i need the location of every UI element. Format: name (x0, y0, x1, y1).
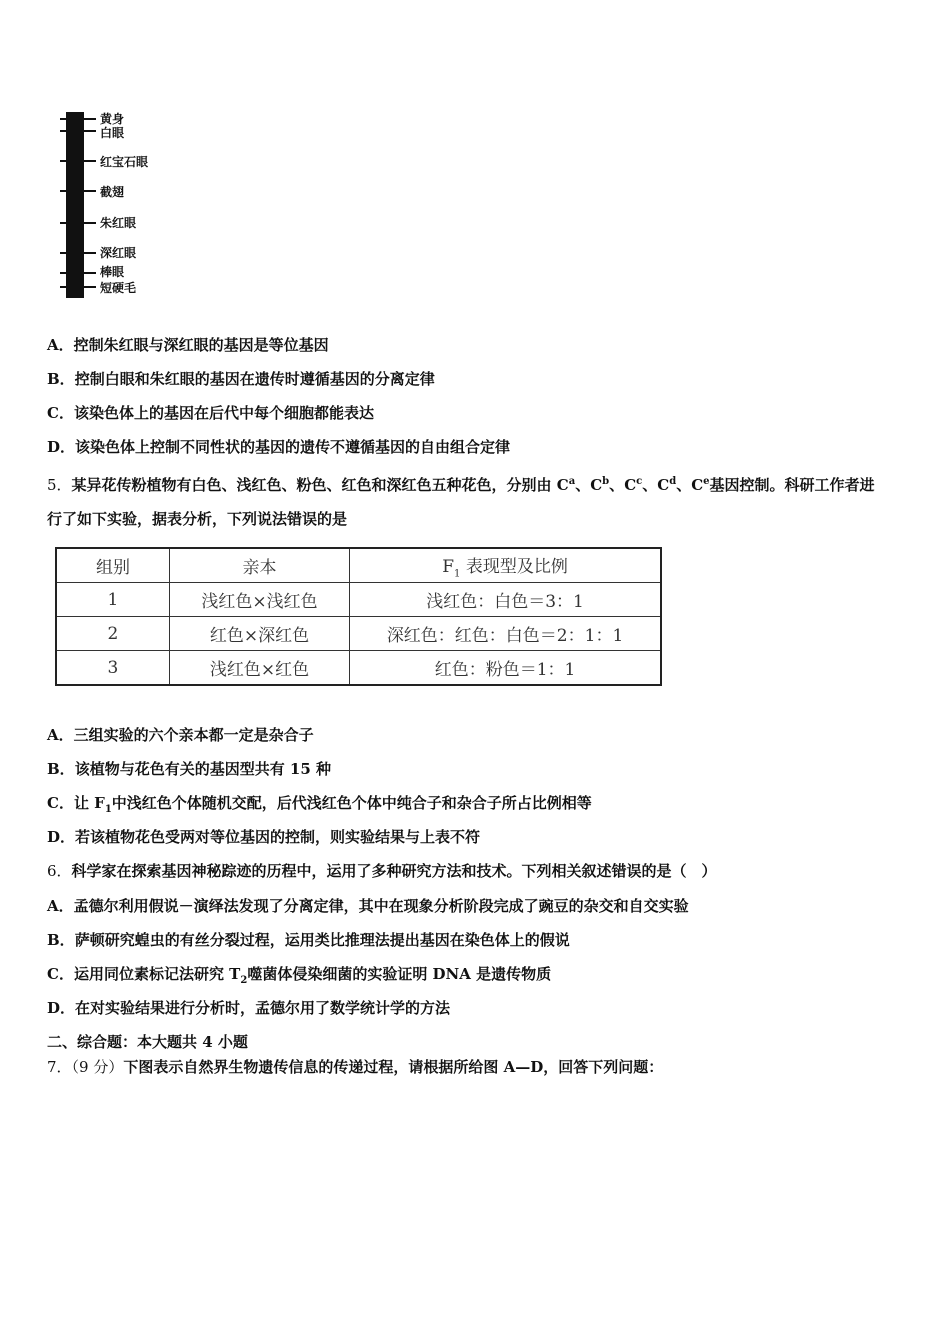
cell-group: 3 (56, 651, 169, 686)
q4-option-b: B．控制白眼和朱红眼的基因在遗传时遵循基因的分离定律 (47, 370, 435, 388)
gene-label: 红宝石眼 (100, 155, 149, 169)
q6-option-c: C．运用同位素标记法研究 $T_2$噬菌体侵染细菌的实验证明 DNA 是遗传物质 (47, 965, 552, 986)
section-heading: 二、综合题：本大题共 4 小题 (47, 1033, 248, 1051)
cell-parents: 红色×深红色 (169, 617, 349, 651)
q4-option-c: C．该染色体上的基因在后代中每个细胞都能表达 (47, 404, 374, 422)
cell-ratio: 深红色：红色：白色＝2：1：1 (350, 617, 661, 651)
gene-tick (60, 130, 96, 132)
header-parents: 亲本 (169, 548, 349, 583)
gene-tick (60, 286, 96, 288)
gene-label: 截翅 (100, 185, 125, 199)
gene-tick (60, 160, 96, 162)
gene-label: 黄身 (100, 112, 125, 126)
cell-group: 2 (56, 617, 169, 651)
q7-stem: 7．（9 分）下图表示自然界生物遗传信息的传递过程，请根据所给图 A—D，回答下列问题： (47, 1058, 664, 1076)
gene-label: 深红眼 (100, 246, 137, 260)
cell-group: 1 (56, 583, 169, 617)
table-row (56, 617, 661, 651)
q6-option-b: B．萨顿研究蝗虫的有丝分裂过程，运用类比推理法提出基因在染色体上的假说 (47, 931, 570, 949)
q6-option-d: D．在对实验结果进行分析时，孟德尔用了数学统计学的方法 (47, 999, 451, 1017)
gene-label: 白眼 (100, 126, 125, 140)
cell-ratio: 浅红色：白色＝3：1 (350, 583, 661, 617)
gene-tick (60, 190, 96, 192)
cell-ratio: 红色：粉色＝1：1 (350, 651, 661, 686)
q6-stem: 6．科学家在探索基因神秘踪迹的历程中，运用了多种研究方法和技术。下列相关叙述错误的是（ ） (47, 862, 717, 880)
gene-label: 短硬毛 (100, 281, 137, 295)
table-row (56, 651, 661, 686)
header-f1: $F_1$ 表现型及比例 (350, 548, 661, 583)
cell-parents: 浅红色×浅红色 (169, 583, 349, 617)
q5-option-b: B．该植物与花色有关的基因型共有 15 种 (47, 760, 332, 778)
q5-stem-line2: 行了如下实验，据表分析，下列说法错误的是 (47, 510, 348, 528)
header-group: 组别 (56, 548, 169, 583)
cell-parents: 浅红色×红色 (169, 651, 349, 686)
q6-option-a: A．孟德尔利用假说－演绎法发现了分离定律，其中在现象分析阶段完成了豌豆的杂交和自交实验 (47, 897, 689, 915)
q5-option-c: C．让 $F_1$中浅红色个体随机交配，后代浅红色个体中纯合子和杂合子所占比例相等 (47, 794, 592, 815)
gene-tick (60, 272, 96, 274)
chromosome-bar (66, 112, 84, 298)
q5-stem-line1: 5．某异花传粉植物有白色、浅红色、粉色、红色和深红色五种花色，分别由 $C^a$、$C^b$、$C^c$、$C^d$、Ce基因控制。科研工作者进 (47, 476, 875, 494)
chromosome-figure (60, 112, 190, 302)
gene-tick (60, 252, 96, 254)
gene-tick (60, 222, 96, 224)
q4-option-d: D．该染色体上控制不同性状的基因的遗传不遵循基因的自由组合定律 (47, 438, 511, 456)
gene-label: 棒眼 (100, 265, 125, 279)
q5-option-a: A．三组实验的六个亲本都一定是杂合子 (47, 726, 314, 744)
gene-tick (60, 118, 96, 120)
q5-option-d: D．若该植物花色受两对等位基因的控制，则实验结果与上表不符 (47, 828, 481, 846)
q4-option-a: A．控制朱红眼与深红眼的基因是等位基因 (47, 336, 329, 354)
table-header-row (56, 548, 661, 583)
gene-label: 朱红眼 (100, 216, 137, 230)
cross-experiment-table (55, 547, 662, 686)
table-row (56, 583, 661, 617)
